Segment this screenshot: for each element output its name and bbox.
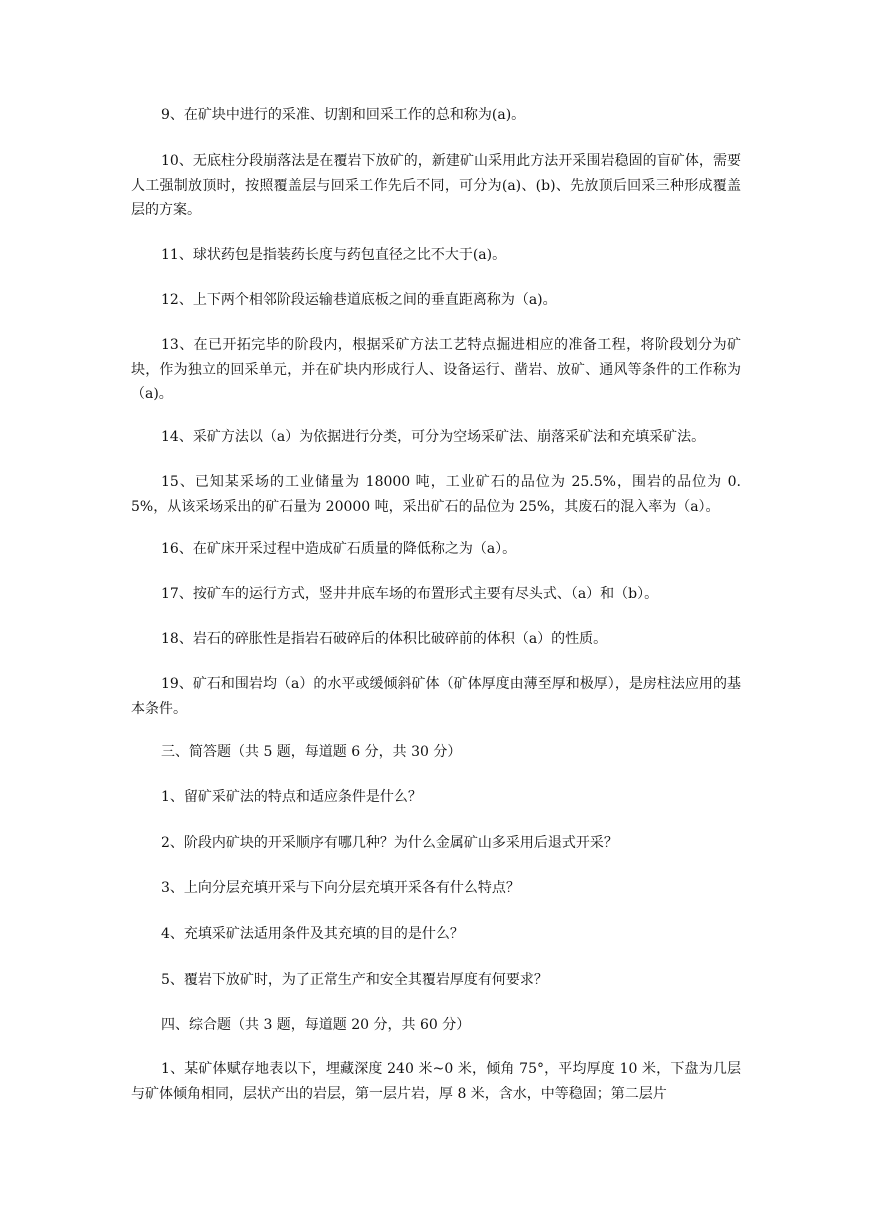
- short-answer-3: 3、上向分层充填开采与下向分层充填开采各有什么特点？: [161, 880, 520, 896]
- comprehensive-1: 1、某矿体赋存地表以下，埋藏深度 240 米~0 米，倾角 75°，平均厚度 10 米，下盘为几层与矿体倾角相同，层状产出的岩层，第一层片岩，厚 8 米，含水，中等稳固；第二层片: [131, 1061, 741, 1102]
- question-13: 13、在已开拓完毕的阶段内，根据采矿方法工艺特点掘进相应的准备工程，将阶段划分为矿块，作为独立的回采单元，并在矿块内形成行人、设备运行、凿岩、放矿、通风等条件的工作称为（a)。: [131, 337, 741, 402]
- short-answer-5: 5、覆岩下放矿时，为了正常生产和安全其覆岩厚度有何要求？: [161, 972, 548, 988]
- question-14: 14、采矿方法以（a）为依据进行分类，可分为空场采矿法、崩落采矿法和充填采矿法。: [161, 429, 706, 445]
- section-four-heading: 四、综合题（共 3 题，每道题 20 分，共 60 分）: [161, 1017, 471, 1033]
- question-18: 18、岩石的碎胀性是指岩石破碎后的体积比破碎前的体积（a）的性质。: [161, 631, 608, 647]
- question-15: 15、已知某采场的工业储量为 18000 吨，工业矿石的品位为 25.5%，围岩的品位为 0.5%，从该采场采出的矿石量为 20000 吨，采出矿石的品位为 25%，其废石的混入率为（a）。: [131, 474, 741, 515]
- short-answer-1: 1、留矿采矿法的特点和适应条件是什么？: [161, 789, 422, 805]
- question-19: 19、矿石和围岩均（a）的水平或缓倾斜矿体（矿体厚度由薄至厚和极厚），是房柱法应用的基本条件。: [131, 676, 741, 717]
- short-answer-2: 2、阶段内矿块的开采顺序有哪几种？为什么金属矿山多采用后退式开采？: [161, 835, 618, 851]
- question-12: 12、上下两个相邻阶段运输巷道底板之间的垂直距离称为（a)。: [161, 292, 557, 308]
- question-10: 10、无底柱分段崩落法是在覆岩下放矿的，新建矿山采用此方法开采围岩稳固的盲矿体，需要人工强制放顶时，按照覆盖层与回采工作先后不同，可分为(a)、(b)、先放顶后回采三种形成覆盖层的方案。: [131, 153, 741, 218]
- question-11: 11、球状药包是指装药长度与药包直径之比不大于(a)。: [161, 247, 507, 263]
- question-9: 9、在矿块中进行的采准、切割和回采工作的总和称为(a)。: [161, 107, 526, 123]
- section-three-heading: 三、简答题（共 5 题，每道题 6 分，共 30 分）: [161, 744, 462, 760]
- short-answer-4: 4、充填采矿法适用条件及其充填的目的是什么？: [161, 926, 464, 942]
- question-17: 17、按矿车的运行方式，竖井井底车场的布置形式主要有尽头式、（a）和（b）。: [161, 586, 659, 602]
- question-16: 16、在矿床开采过程中造成矿石质量的降低称之为（a）。: [161, 541, 517, 557]
